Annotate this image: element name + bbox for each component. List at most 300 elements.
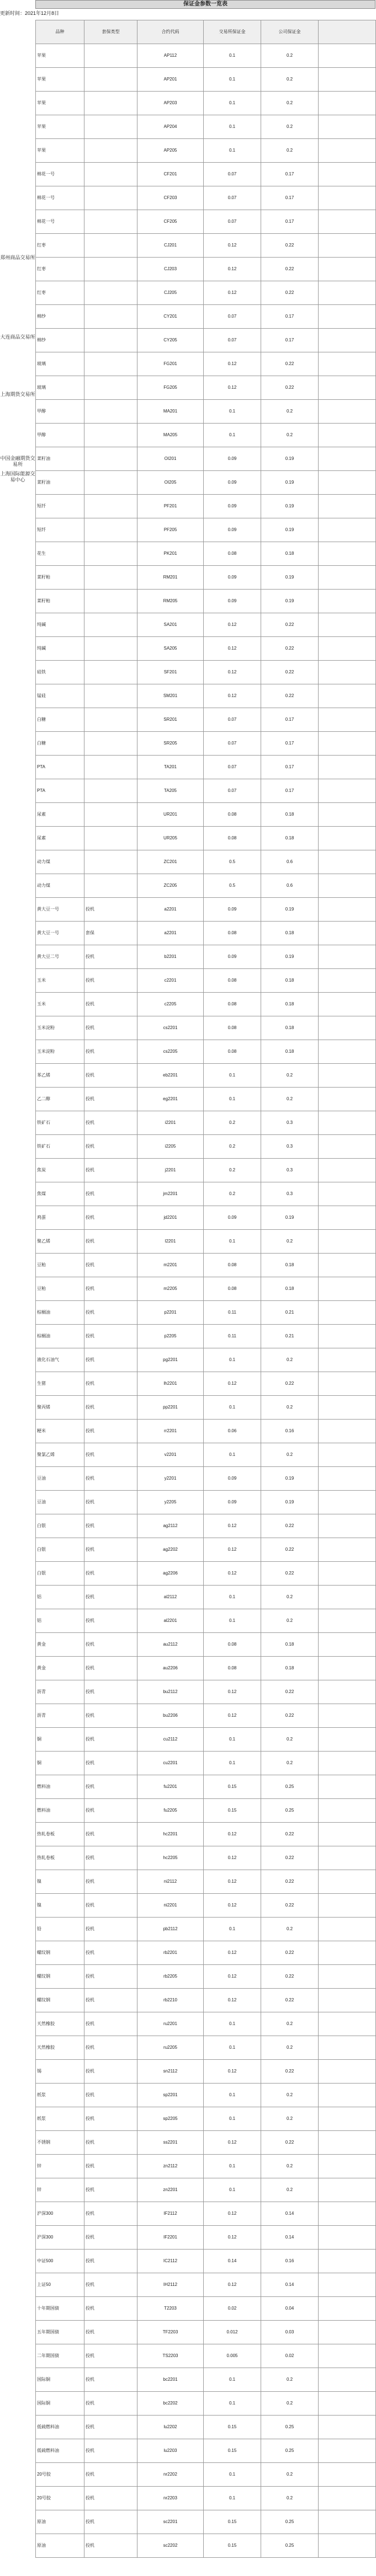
- table-row: [36, 2273, 376, 2297]
- cell-exchange-margin: 0.1: [204, 1586, 261, 1609]
- cell-hedge-type: 投机: [84, 1633, 137, 1657]
- cell-exchange-margin: 0.07: [204, 186, 261, 210]
- cell-spacer: [319, 186, 376, 210]
- cell-product: 螺纹钢: [36, 1965, 84, 1989]
- cell-exchange-margin: 0.1: [204, 2368, 261, 2392]
- cell-hedge-type: 投机: [84, 1799, 137, 1823]
- cell-exchange-margin: 0.12: [204, 2060, 261, 2084]
- cell-exchange-margin: 0.02: [204, 2297, 261, 2321]
- cell-company-margin: 0.3: [261, 1182, 319, 1206]
- table-row: [36, 2155, 376, 2178]
- cell-hedge-type: 投机: [84, 1514, 137, 1538]
- cell-hedge-type: 投机: [84, 2012, 137, 2036]
- cell-spacer: [319, 2510, 376, 2534]
- cell-product: 玉米: [36, 993, 84, 1016]
- cell-contract-code: rr2201: [137, 1420, 204, 1443]
- cell-company-margin: 0.22: [261, 1704, 319, 1728]
- cell-exchange-margin: 0.07: [204, 708, 261, 732]
- cell-product: 焦炭: [36, 1159, 84, 1182]
- cell-hedge-type: 投机: [84, 1918, 137, 1941]
- cell-contract-code: pg2201: [137, 1348, 204, 1372]
- cell-contract-code: PK201: [137, 542, 204, 566]
- cell-spacer: [319, 424, 376, 447]
- cell-exchange-margin: 0.09: [204, 447, 261, 471]
- cell-exchange-margin: 0.1: [204, 400, 261, 424]
- cell-hedge-type: 投机: [84, 2321, 137, 2344]
- cell-hedge-type: [84, 447, 137, 471]
- cell-company-margin: 0.2: [261, 2368, 319, 2392]
- cell-exchange-margin: 0.07: [204, 163, 261, 186]
- table-row: [36, 2012, 376, 2036]
- cell-exchange-margin: 0.12: [204, 1989, 261, 2012]
- cell-spacer: [319, 2439, 376, 2463]
- table-row: [36, 2107, 376, 2131]
- cell-product: PTA: [36, 756, 84, 779]
- cell-spacer: [319, 566, 376, 590]
- cell-exchange-margin: 0.15: [204, 2510, 261, 2534]
- cell-hedge-type: 投机: [84, 1016, 137, 1040]
- cell-contract-code: TA201: [137, 756, 204, 779]
- table-row: [36, 1372, 376, 1396]
- cell-spacer: [319, 2392, 376, 2416]
- table-row: [36, 471, 376, 495]
- cell-contract-code: cu2201: [137, 1752, 204, 1775]
- cell-contract-code: SA205: [137, 637, 204, 661]
- cell-spacer: [319, 1846, 376, 1870]
- cell-hedge-type: 投机: [84, 1325, 137, 1348]
- cell-spacer: [319, 1135, 376, 1159]
- cell-product: 苹果: [36, 139, 84, 163]
- cell-exchange-margin: 0.08: [204, 1277, 261, 1301]
- cell-hedge-type: 投机: [84, 1135, 137, 1159]
- cell-hedge-type: [84, 542, 137, 566]
- cell-spacer: [319, 471, 376, 495]
- cell-company-margin: 0.2: [261, 2463, 319, 2487]
- cell-exchange-margin: 0.5: [204, 850, 261, 874]
- cell-exchange-margin: 0.1: [204, 44, 261, 68]
- cell-spacer: [319, 1230, 376, 1254]
- cell-company-margin: 0.22: [261, 2060, 319, 2084]
- cell-spacer: [319, 922, 376, 945]
- cell-spacer: [319, 2534, 376, 2558]
- cell-spacer: [319, 2344, 376, 2368]
- cell-product: 鸡蛋: [36, 1206, 84, 1230]
- cell-product: 黄大豆一号: [36, 922, 84, 945]
- cell-exchange-margin: 0.09: [204, 471, 261, 495]
- cell-product: 苹果: [36, 92, 84, 115]
- cell-exchange-margin: 0.12: [204, 613, 261, 637]
- table-row: [36, 2416, 376, 2439]
- cell-contract-code: fu2201: [137, 1775, 204, 1799]
- cell-company-margin: 0.16: [261, 2250, 319, 2273]
- cell-exchange-margin: 0.1: [204, 1752, 261, 1775]
- exchange-label: 中国金融期货交易所: [0, 456, 35, 467]
- cell-product: 菜籽油: [36, 471, 84, 495]
- cell-hedge-type: 投机: [84, 1348, 137, 1372]
- cell-contract-code: bc2202: [137, 2392, 204, 2416]
- cell-hedge-type: [84, 258, 137, 281]
- cell-hedge-type: 投机: [84, 2202, 137, 2226]
- cell-spacer: [319, 590, 376, 613]
- cell-hedge-type: 投机: [84, 945, 137, 969]
- cell-company-margin: 0.18: [261, 827, 319, 850]
- cell-spacer: [319, 661, 376, 684]
- cell-company-margin: 0.18: [261, 922, 319, 945]
- cell-contract-code: nr2202: [137, 2463, 204, 2487]
- cell-contract-code: v2201: [137, 1443, 204, 1467]
- cell-contract-code: bu2112: [137, 1680, 204, 1704]
- cell-product: 尿素: [36, 827, 84, 850]
- cell-company-margin: 0.22: [261, 684, 319, 708]
- cell-contract-code: TF2203: [137, 2321, 204, 2344]
- cell-contract-code: zn2112: [137, 2155, 204, 2178]
- cell-contract-code: rb2201: [137, 1941, 204, 1965]
- cell-hedge-type: 投机: [84, 1562, 137, 1586]
- cell-company-margin: 0.22: [261, 1538, 319, 1562]
- cell-product: 红枣: [36, 281, 84, 305]
- cell-company-margin: 0.18: [261, 1633, 319, 1657]
- cell-company-margin: 0.2: [261, 1752, 319, 1775]
- cell-spacer: [319, 1254, 376, 1277]
- cell-company-margin: 0.22: [261, 1941, 319, 1965]
- cell-company-margin: 0.18: [261, 1277, 319, 1301]
- cell-product: 铜: [36, 1728, 84, 1752]
- table-row: [36, 1609, 376, 1633]
- table-row: [36, 1491, 376, 1514]
- table-row: [36, 2202, 376, 2226]
- cell-exchange-margin: 0.08: [204, 1254, 261, 1277]
- cell-exchange-margin: 0.1: [204, 1064, 261, 1088]
- cell-exchange-margin: 0.1: [204, 1609, 261, 1633]
- cell-contract-code: CJ201: [137, 234, 204, 258]
- cell-product: 沥青: [36, 1680, 84, 1704]
- cell-product: 沪深300: [36, 2226, 84, 2250]
- cell-product: 原油: [36, 2510, 84, 2534]
- cell-exchange-margin: 0.07: [204, 732, 261, 756]
- cell-hedge-type: 投机: [84, 1823, 137, 1846]
- cell-hedge-type: [84, 803, 137, 827]
- cell-contract-code: y2201: [137, 1467, 204, 1491]
- table-row: [36, 1325, 376, 1348]
- cell-company-margin: 0.14: [261, 2202, 319, 2226]
- cell-spacer: [319, 1372, 376, 1396]
- table-row: [36, 281, 376, 305]
- cell-exchange-margin: 0.1: [204, 2107, 261, 2131]
- cell-contract-code: ZC201: [137, 850, 204, 874]
- table-row: [36, 1989, 376, 2012]
- cell-contract-code: ru2201: [137, 2012, 204, 2036]
- table-row: [36, 234, 376, 258]
- cell-hedge-type: 投机: [84, 1111, 137, 1135]
- cell-hedge-type: 投机: [84, 1538, 137, 1562]
- cell-company-margin: 0.3: [261, 1111, 319, 1135]
- cell-company-margin: 0.2: [261, 68, 319, 92]
- cell-exchange-margin: 0.1: [204, 1728, 261, 1752]
- table-row: [36, 2321, 376, 2344]
- cell-exchange-margin: 0.09: [204, 1467, 261, 1491]
- table-row: [36, 827, 376, 850]
- cell-hedge-type: 投机: [84, 2178, 137, 2202]
- cell-contract-code: OI205: [137, 471, 204, 495]
- table-row: [36, 518, 376, 542]
- cell-product: 甲醇: [36, 424, 84, 447]
- cell-product: 动力煤: [36, 850, 84, 874]
- table-row: [36, 2036, 376, 2060]
- cell-contract-code: bc2201: [137, 2368, 204, 2392]
- cell-spacer: [319, 2060, 376, 2084]
- cell-exchange-margin: 0.12: [204, 1941, 261, 1965]
- cell-product: 铝: [36, 1586, 84, 1609]
- cell-exchange-margin: 0.12: [204, 1846, 261, 1870]
- cell-spacer: [319, 92, 376, 115]
- exchange-label: 郑州商品交易所: [0, 255, 35, 260]
- cell-contract-code: CY205: [137, 329, 204, 352]
- cell-exchange-margin: 0.2: [204, 1182, 261, 1206]
- table-row: [36, 44, 376, 68]
- cell-product: 锌: [36, 2155, 84, 2178]
- cell-hedge-type: [84, 305, 137, 329]
- cell-hedge-type: [84, 424, 137, 447]
- cell-company-margin: 0.3: [261, 1159, 319, 1182]
- cell-product: 红枣: [36, 234, 84, 258]
- cell-exchange-margin: 0.12: [204, 1965, 261, 1989]
- cell-spacer: [319, 874, 376, 898]
- table-row: [36, 1562, 376, 1586]
- cell-exchange-margin: 0.06: [204, 1420, 261, 1443]
- cell-spacer: [319, 1514, 376, 1538]
- cell-hedge-type: [84, 779, 137, 803]
- cell-company-margin: 0.18: [261, 1016, 319, 1040]
- cell-spacer: [319, 779, 376, 803]
- cell-contract-code: zn2201: [137, 2178, 204, 2202]
- cell-hedge-type: 投机: [84, 1230, 137, 1254]
- cell-company-margin: 0.19: [261, 566, 319, 590]
- cell-product: 锌: [36, 2178, 84, 2202]
- cell-company-margin: 0.22: [261, 376, 319, 400]
- cell-company-margin: 0.19: [261, 518, 319, 542]
- cell-spacer: [319, 258, 376, 281]
- cell-product: 国际铜: [36, 2392, 84, 2416]
- cell-exchange-margin: 0.12: [204, 1823, 261, 1846]
- cell-hedge-type: 投机: [84, 1609, 137, 1633]
- cell-company-margin: 0.2: [261, 139, 319, 163]
- cell-contract-code: y2205: [137, 1491, 204, 1514]
- table-row: [36, 1040, 376, 1064]
- cell-contract-code: SM201: [137, 684, 204, 708]
- cell-spacer: [319, 1870, 376, 1894]
- cell-hedge-type: 投机: [84, 2250, 137, 2273]
- cell-contract-code: ag2206: [137, 1562, 204, 1586]
- cell-spacer: [319, 898, 376, 922]
- cell-contract-code: FG205: [137, 376, 204, 400]
- cell-exchange-margin: 0.012: [204, 2321, 261, 2344]
- table-row: [36, 2463, 376, 2487]
- cell-hedge-type: 投机: [84, 2534, 137, 2558]
- table-row: [36, 1206, 376, 1230]
- cell-company-margin: 0.18: [261, 542, 319, 566]
- cell-contract-code: TA205: [137, 779, 204, 803]
- cell-product: 铁矿石: [36, 1135, 84, 1159]
- table-row: [36, 637, 376, 661]
- cell-spacer: [319, 329, 376, 352]
- cell-hedge-type: 投机: [84, 1586, 137, 1609]
- cell-exchange-margin: 0.12: [204, 258, 261, 281]
- table-row: [36, 1704, 376, 1728]
- header-company-margin: 公司保证金: [261, 20, 319, 44]
- cell-product: 焦煤: [36, 1182, 84, 1206]
- cell-product: 黄金: [36, 1657, 84, 1680]
- cell-company-margin: 0.18: [261, 993, 319, 1016]
- table-row: [36, 684, 376, 708]
- cell-hedge-type: [84, 352, 137, 376]
- cell-company-margin: 0.2: [261, 2178, 319, 2202]
- table-row: [36, 139, 376, 163]
- cell-product: 棕榈油: [36, 1325, 84, 1348]
- cell-product: 沥青: [36, 1704, 84, 1728]
- cell-product: 玻璃: [36, 352, 84, 376]
- cell-contract-code: SR201: [137, 708, 204, 732]
- header-hedge-type: 套保类型: [84, 20, 137, 44]
- cell-exchange-margin: 0.12: [204, 661, 261, 684]
- cell-hedge-type: [84, 163, 137, 186]
- cell-hedge-type: 投机: [84, 1941, 137, 1965]
- cell-hedge-type: 投机: [84, 1965, 137, 1989]
- cell-exchange-margin: 0.12: [204, 1562, 261, 1586]
- cell-spacer: [319, 1586, 376, 1609]
- cell-hedge-type: 投机: [84, 1728, 137, 1752]
- cell-contract-code: c2205: [137, 993, 204, 1016]
- cell-exchange-margin: 0.1: [204, 424, 261, 447]
- cell-hedge-type: 投机: [84, 1775, 137, 1799]
- cell-contract-code: i2201: [137, 1111, 204, 1135]
- cell-product: 铅: [36, 1918, 84, 1941]
- table-row: [36, 661, 376, 684]
- cell-contract-code: cs2205: [137, 1040, 204, 1064]
- cell-contract-code: sp2201: [137, 2084, 204, 2107]
- table-row: [36, 186, 376, 210]
- table-row: [36, 1752, 376, 1775]
- cell-product: 聚丙烯: [36, 1396, 84, 1420]
- cell-exchange-margin: 0.1: [204, 1443, 261, 1467]
- table-row: [36, 1775, 376, 1799]
- cell-exchange-margin: 0.08: [204, 969, 261, 993]
- cell-spacer: [319, 2226, 376, 2250]
- cell-hedge-type: 投机: [84, 2297, 137, 2321]
- table-row: [36, 1182, 376, 1206]
- cell-contract-code: a2201: [137, 922, 204, 945]
- cell-exchange-margin: 0.07: [204, 305, 261, 329]
- cell-product: 菜籽粕: [36, 590, 84, 613]
- cell-company-margin: 0.2: [261, 2487, 319, 2510]
- cell-product: 棉花一号: [36, 163, 84, 186]
- cell-company-margin: 0.2: [261, 44, 319, 68]
- cell-contract-code: MA205: [137, 424, 204, 447]
- cell-company-margin: 0.18: [261, 1657, 319, 1680]
- cell-product: 玉米: [36, 969, 84, 993]
- cell-product: 热轧卷板: [36, 1823, 84, 1846]
- table-row: [36, 1348, 376, 1372]
- cell-company-margin: 0.2: [261, 2107, 319, 2131]
- cell-company-margin: 0.25: [261, 2510, 319, 2534]
- table-row: [36, 1894, 376, 1918]
- table-row: [36, 424, 376, 447]
- cell-company-margin: 0.22: [261, 1870, 319, 1894]
- cell-product: 五年期国债: [36, 2321, 84, 2344]
- cell-company-margin: 0.17: [261, 732, 319, 756]
- cell-hedge-type: [84, 827, 137, 850]
- table-row: [36, 400, 376, 424]
- cell-hedge-type: [84, 684, 137, 708]
- cell-exchange-margin: 0.08: [204, 542, 261, 566]
- table-row: [36, 613, 376, 637]
- cell-contract-code: c2201: [137, 969, 204, 993]
- cell-spacer: [319, 827, 376, 850]
- cell-spacer: [319, 613, 376, 637]
- cell-hedge-type: [84, 661, 137, 684]
- cell-spacer: [319, 44, 376, 68]
- cell-hedge-type: [84, 281, 137, 305]
- cell-spacer: [319, 400, 376, 424]
- table-row: [36, 1799, 376, 1823]
- cell-company-margin: 0.18: [261, 803, 319, 827]
- cell-exchange-margin: 0.12: [204, 2226, 261, 2250]
- cell-spacer: [319, 1823, 376, 1846]
- cell-company-margin: 0.2: [261, 1396, 319, 1420]
- cell-hedge-type: 套保: [84, 922, 137, 945]
- cell-spacer: [319, 684, 376, 708]
- cell-spacer: [319, 1301, 376, 1325]
- table-row: [36, 2534, 376, 2558]
- cell-hedge-type: 投机: [84, 2226, 137, 2250]
- table-row: [36, 1965, 376, 1989]
- table-row: [36, 850, 376, 874]
- cell-company-margin: 0.22: [261, 1989, 319, 2012]
- cell-exchange-margin: 0.1: [204, 2392, 261, 2416]
- cell-spacer: [319, 1941, 376, 1965]
- cell-hedge-type: 投机: [84, 2416, 137, 2439]
- cell-spacer: [319, 1799, 376, 1823]
- table-row: [36, 1064, 376, 1088]
- cell-product: 锡: [36, 2060, 84, 2084]
- table-row: [36, 1088, 376, 1111]
- cell-exchange-margin: 0.12: [204, 2202, 261, 2226]
- cell-spacer: [319, 542, 376, 566]
- table-row: [36, 2131, 376, 2155]
- cell-hedge-type: [84, 210, 137, 234]
- cell-spacer: [319, 281, 376, 305]
- cell-exchange-margin: 0.12: [204, 281, 261, 305]
- table-row: [36, 495, 376, 518]
- table-row: [36, 1823, 376, 1846]
- cell-hedge-type: 投机: [84, 1372, 137, 1396]
- cell-product: 尿素: [36, 803, 84, 827]
- cell-contract-code: AP112: [137, 44, 204, 68]
- cell-exchange-margin: 0.08: [204, 922, 261, 945]
- cell-company-margin: 0.22: [261, 1823, 319, 1846]
- cell-contract-code: sn2112: [137, 2060, 204, 2084]
- cell-company-margin: 0.17: [261, 708, 319, 732]
- table-row: [36, 447, 376, 471]
- cell-product: 豆粕: [36, 1254, 84, 1277]
- cell-spacer: [319, 1348, 376, 1372]
- cell-product: 玉米淀粉: [36, 1040, 84, 1064]
- cell-exchange-margin: 0.1: [204, 115, 261, 139]
- cell-company-margin: 0.22: [261, 258, 319, 281]
- cell-exchange-margin: 0.1: [204, 1348, 261, 1372]
- cell-company-margin: 0.2: [261, 2155, 319, 2178]
- cell-company-margin: 0.2: [261, 1609, 319, 1633]
- cell-hedge-type: 投机: [84, 2036, 137, 2060]
